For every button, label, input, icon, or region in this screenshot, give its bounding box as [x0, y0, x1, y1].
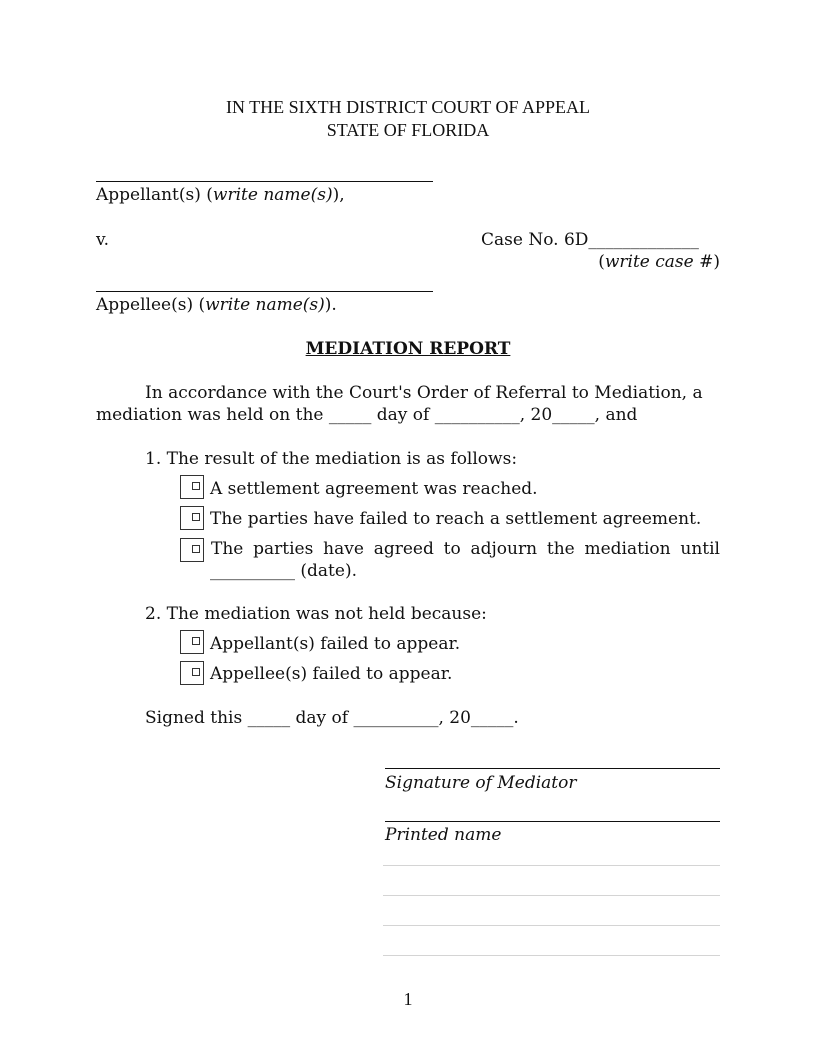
blank-line[interactable] [383, 865, 720, 866]
option-appellant-absent: Appellant(s) failed to appear. [210, 634, 461, 654]
printed-name-label: Printed name [385, 825, 502, 845]
section-2-heading: 2. The mediation was not held because: [145, 604, 487, 624]
checkbox-icon [192, 637, 200, 645]
blank-line[interactable] [383, 925, 720, 926]
appellant-name-line[interactable] [96, 181, 433, 182]
blank-line[interactable] [383, 955, 720, 956]
option-adjourned: The parties have agreed to adjourn the mediation until [211, 539, 720, 559]
blank-line[interactable] [383, 895, 720, 896]
appellee-label: Appellee(s) (write name(s)). [96, 295, 337, 315]
checkbox-appellee-absent[interactable] [180, 661, 204, 685]
versus-label: v. [96, 230, 109, 250]
appellee-name-line[interactable] [96, 291, 433, 292]
checkbox-adjourned[interactable] [180, 538, 204, 562]
printed-name-line[interactable] [385, 821, 720, 822]
page-number: 1 [403, 989, 413, 1009]
court-state: STATE OF FLORIDA [326, 120, 490, 140]
mediator-signature-line[interactable] [385, 768, 720, 769]
checkbox-icon [192, 482, 200, 490]
checkbox-failed-settlement[interactable] [180, 506, 204, 530]
case-number-hint: (write case #) [598, 252, 720, 272]
option-adjourned-date: __________ (date). [210, 561, 357, 581]
court-name: IN THE SIXTH DISTRICT COURT OF APPEAL [226, 97, 590, 117]
option-settlement-reached: A settlement agreement was reached. [210, 479, 538, 499]
checkbox-icon [192, 513, 200, 521]
intro-line-1: In accordance with the Court's Order of Referral to Mediation, a [145, 383, 703, 403]
mediator-signature-label: Signature of Mediator [385, 773, 577, 793]
case-number-field[interactable]: Case No. 6D_____________ [481, 230, 699, 250]
checkbox-appellant-absent[interactable] [180, 630, 204, 654]
document-title: MEDIATION REPORT [305, 339, 511, 359]
intro-line-2: mediation was held on the _____ day of __________, 20_____, and [96, 405, 638, 425]
option-failed-settlement: The parties have failed to reach a settlement agreement. [210, 509, 702, 529]
checkbox-icon [192, 668, 200, 676]
section-1-heading: 1. The result of the mediation is as follows: [145, 449, 518, 469]
option-appellee-absent: Appellee(s) failed to appear. [210, 664, 453, 684]
checkbox-icon [192, 545, 200, 553]
appellant-label: Appellant(s) (write name(s)), [96, 185, 345, 205]
signed-date-line: Signed this _____ day of __________, 20_____. [145, 708, 519, 728]
checkbox-settlement-reached[interactable] [180, 475, 204, 499]
